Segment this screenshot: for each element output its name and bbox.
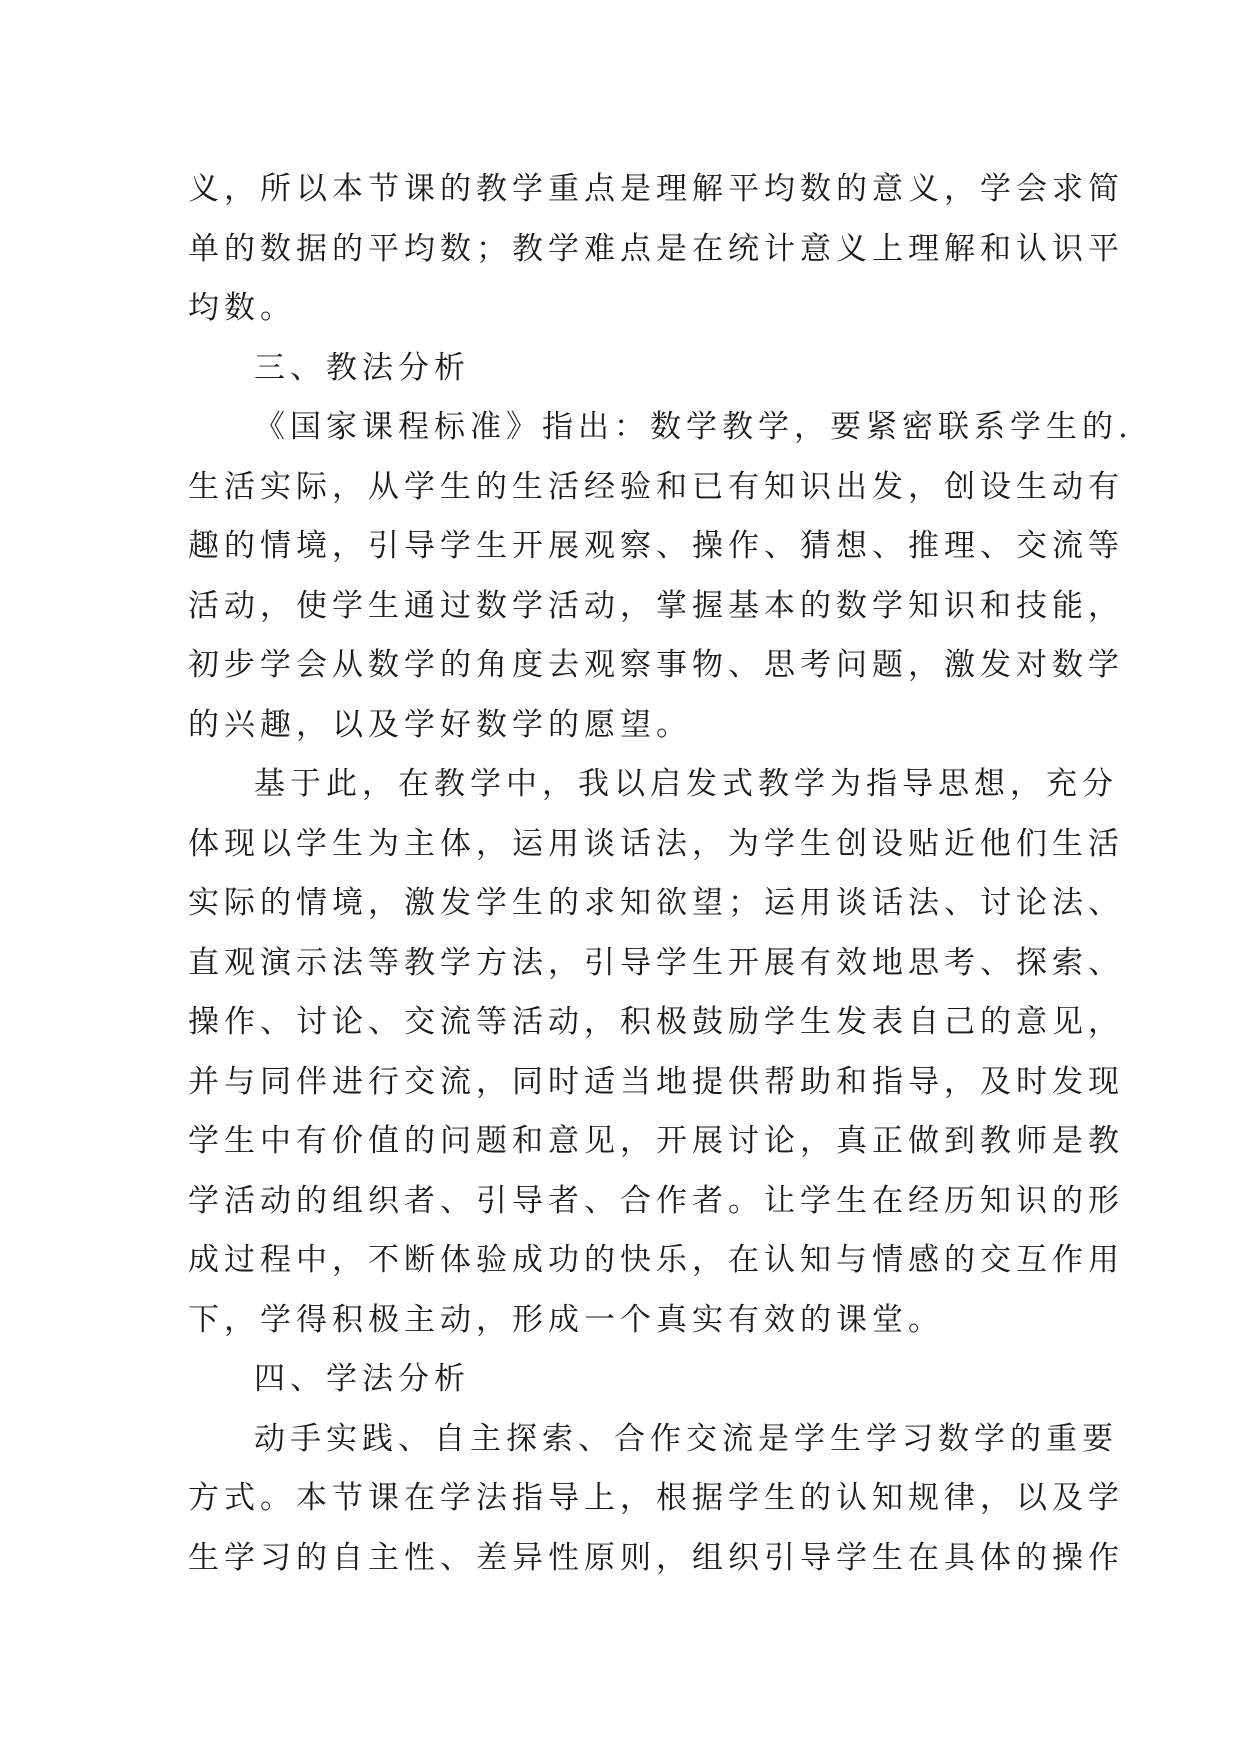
body-text-line: 体现以学生为主体，运用谈话法，为学生创设贴近他们生活 <box>188 825 1124 862</box>
body-text-line: 的兴趣，以及学好数学的愿望。 <box>188 706 692 743</box>
document-body <box>188 160 1133 1588</box>
body-text-line: 单的数据的平均数；教学难点是在统计意义上理解和认识平 <box>188 230 1124 267</box>
body-text-line: 均数。 <box>188 290 296 326</box>
body-text-line: 实际的情境，激发学生的求知欲望；运用谈话法、讨论法、 <box>188 885 1124 921</box>
paragraph-first-line: 《国家课程标准》指出：数学教学，要紧密联系学生的. <box>254 409 1133 445</box>
body-text-line: 成过程中，不断体验成功的快乐，在认知与情感的交互作用 <box>188 1242 1124 1278</box>
body-text-line: 方式。本节课在学法指导上，根据学生的认知规律，以及学 <box>188 1480 1124 1516</box>
body-text-line: 并与同伴进行交流，同时适当地提供帮助和指导，及时发现 <box>188 1063 1124 1100</box>
body-text-line: 趣的情境，引导学生开展观察、操作、猜想、推理、交流等 <box>188 528 1124 564</box>
body-text-line: 学生中有价值的问题和意见，开展讨论，真正做到教师是教 <box>188 1123 1124 1159</box>
paragraph-first-line: 动手实践、自主探索、合作交流是学生学习数学的重要 <box>254 1420 1118 1457</box>
body-text-line: 直观演示法等教学方法，引导学生开展有效地思考、探索、 <box>188 944 1124 981</box>
section-heading-learning-methods: 四、学法分析 <box>254 1361 470 1397</box>
body-text-line: 初步学会从数学的角度去观察事物、思考问题，激发对数学 <box>188 647 1124 683</box>
section-heading-teaching-methods: 三、教法分析 <box>254 349 470 386</box>
body-text-line: 义，所以本节课的教学重点是理解平均数的意义，学会求简 <box>188 171 1124 207</box>
body-text-line: 学活动的组织者、引导者、合作者。让学生在经历知识的形 <box>188 1182 1124 1219</box>
body-text-line: 活动，使学生通过数学活动，掌握基本的数学知识和技能， <box>188 587 1124 624</box>
body-text-line: 下，学得积极主动，形成一个真实有效的课堂。 <box>188 1301 944 1338</box>
paragraph-first-line: 基于此，在教学中，我以启发式教学为指导思想，充分 <box>254 766 1118 802</box>
body-text-line: 生学习的自主性、差异性原则，组织引导学生在具体的操作 <box>188 1539 1124 1576</box>
body-text-line: 生活实际，从学生的生活经验和已有知识出发，创设生动有 <box>188 468 1124 505</box>
body-text-line: 操作、讨论、交流等活动，积极鼓励学生发表自己的意见， <box>188 1004 1124 1040</box>
